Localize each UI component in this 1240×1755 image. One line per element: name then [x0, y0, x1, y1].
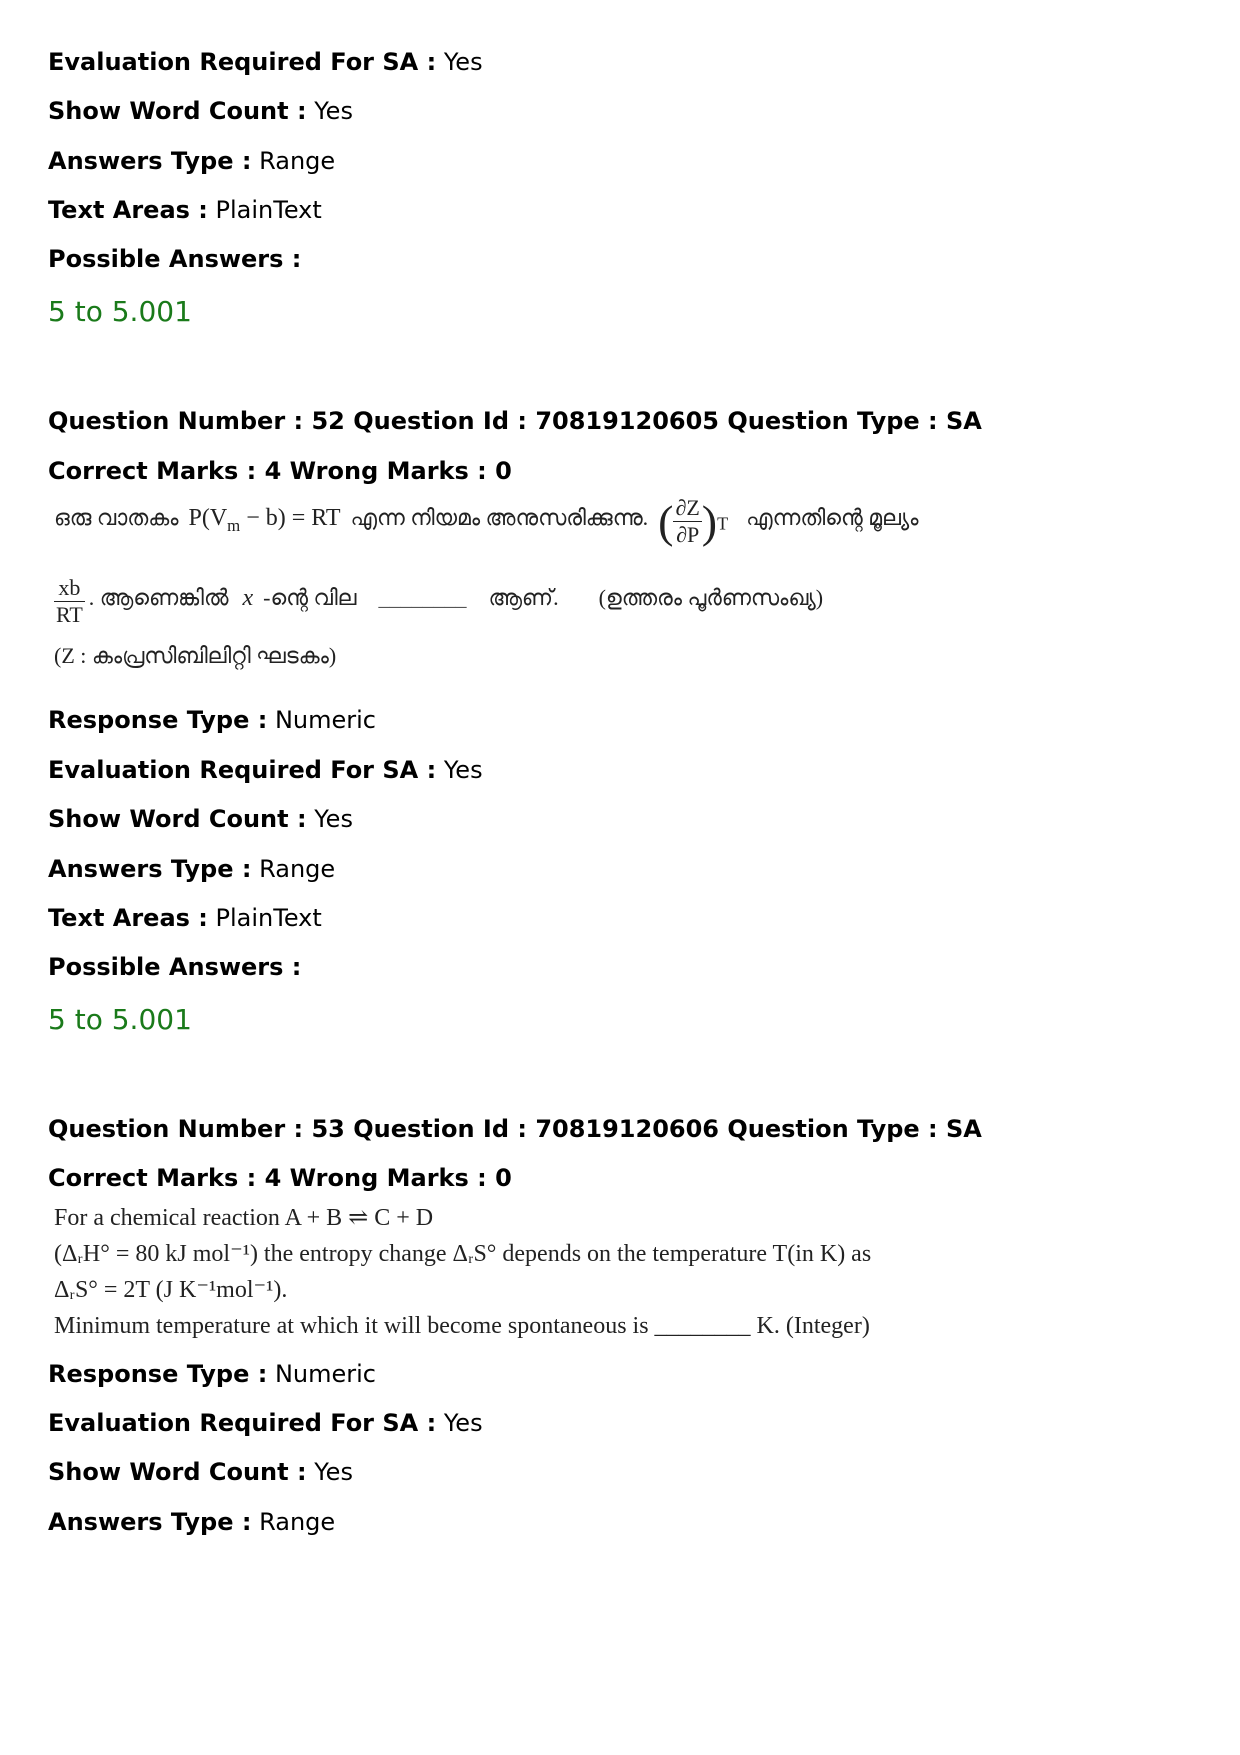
possible-answers-label: Possible Answers : — [48, 245, 302, 273]
q53-line-2: (ΔᵣH° = 80 kJ mol⁻¹) the entropy change ΔᵣS° depends on the temperature T(in K) as — [54, 1241, 872, 1267]
q52-text-areas-row: Text Areas : PlainText — [48, 904, 322, 932]
q52-show-word-count-row: Show Word Count : Yes — [48, 805, 353, 833]
q52-marks: Correct Marks : 4 Wrong Marks : 0 — [48, 457, 512, 485]
q53-show-word-count-row: Show Word Count : Yes — [48, 1458, 353, 1486]
q52-equation: $P(V_m - b)$ = RT — [188, 505, 341, 535]
possible-answer-value: 5 to 5.001 — [48, 295, 192, 328]
q53-response-type-row: Response Type : Numeric — [48, 1360, 376, 1388]
q52-eval-required-row: Evaluation Required For SA : Yes — [48, 756, 483, 784]
q53-eval-required-row: Evaluation Required For SA : Yes — [48, 1409, 483, 1437]
q52-possible-answer-value: 5 to 5.001 — [48, 1003, 192, 1036]
q52-possible-answers-label: Possible Answers : — [48, 953, 302, 981]
text-areas-row: Text Areas : PlainText — [48, 196, 322, 224]
q52-line-2: $\frac{xb}{RT}$ . ആണെങ്കിൽ x -ന്റെ വില ________ ആണ്. (ഉത്തരം പൂർണസംഖ്യ) — [56, 575, 824, 627]
q53-answers-type-row: Answers Type : Range — [48, 1508, 336, 1536]
q53-line-1: For a chemical reaction A + B ⇌ C + D — [54, 1205, 434, 1231]
q52-line-3: (Z : കംപ്രസിബിലിറ്റി ഘടകം) — [54, 643, 337, 668]
q52-question-text — [54, 495, 1054, 685]
q53-line-4: Minimum temperature at which it will become spontaneous is ________ K. (Integer) — [54, 1313, 870, 1339]
q52-header: Question Number : 52 Question Id : 70819120605 Question Type : SA — [48, 407, 982, 435]
q53-line-3: ΔᵣS° = 2T (J K⁻¹mol⁻¹). — [54, 1277, 288, 1303]
q53-question-text — [54, 1200, 1054, 1340]
q52-partial-fraction: $\frac{\partial Z}{\partial P}$ — [675, 495, 700, 547]
q53-header: Question Number : 53 Question Id : 70819120606 Question Type : SA — [48, 1115, 982, 1143]
q52-answer-blank: ________ — [378, 585, 467, 611]
show-word-count-row: Show Word Count : Yes — [48, 97, 353, 125]
answers-type-row: Answers Type : Range — [48, 147, 336, 175]
q52-answers-type-row: Answers Type : Range — [48, 855, 336, 883]
eval-required-row: Evaluation Required For SA : Yes — [48, 48, 483, 76]
q52-response-type-row: Response Type : Numeric — [48, 706, 376, 734]
q52-line-1: ഒരു വാതകം $P(V_m - b)$ = RT എന്ന നിയമം അനുസരിക്കുന്നു. ( $\frac{\partial Z}{\partial P}$ )$_T$ എന്നതിന്റെ മൂല്യം — [54, 495, 919, 547]
q52-xb-fraction: $\frac{xb}{RT}$ — [56, 575, 83, 627]
q53-marks: Correct Marks : 4 Wrong Marks : 0 — [48, 1164, 512, 1192]
